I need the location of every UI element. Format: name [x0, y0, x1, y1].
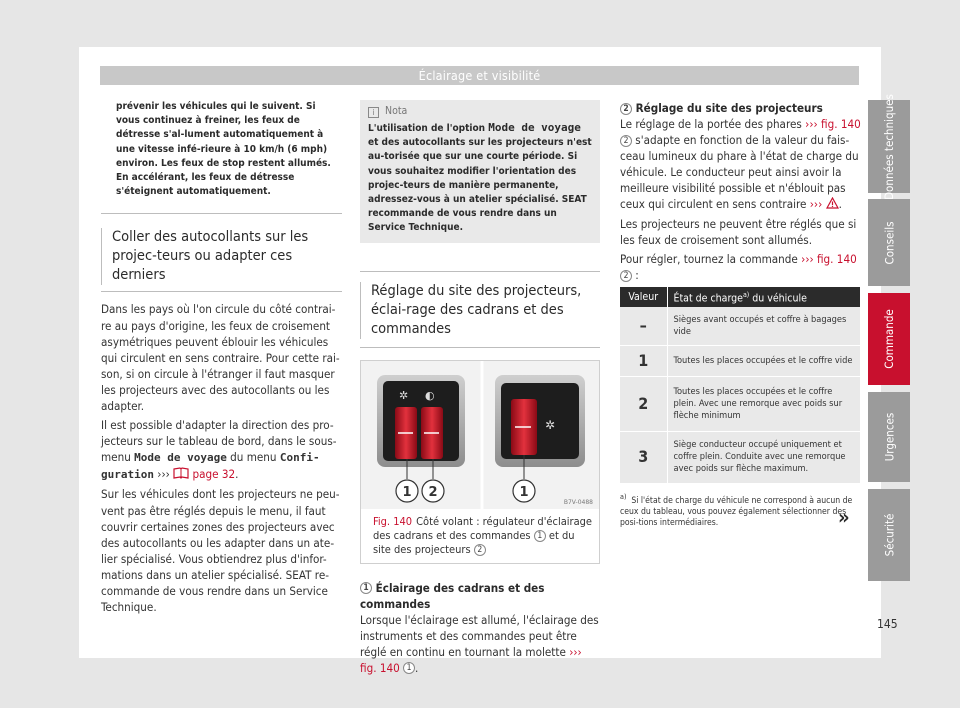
divider: [360, 347, 600, 348]
link-arrows[interactable]: ›››: [801, 252, 814, 267]
paragraph: Dans les pays où l'on circule du côté contrai-re au pays d'origine, les feux de croisement asymétriques peuvent éblouir les véhicules qui circulent en sens contraire. Pour cette rai-son, si on circule à l'étranger il faut masquer les projecteurs avec des autocollants ou les adapter.: [101, 302, 340, 413]
warning-icon[interactable]: [826, 197, 839, 213]
menu-name: Confi-guration: [101, 451, 320, 482]
tab-urgences[interactable]: Urgences: [868, 392, 910, 482]
ref-badge: 2: [620, 135, 632, 147]
ref-badge: 2: [620, 103, 632, 115]
callout-1-right: 1: [519, 484, 529, 500]
figure-caption: Fig. 140 Côté volant : régulateur d'éclairage des cadrans et des commandes 1 et du site des projecteurs 2: [373, 514, 593, 556]
svg-text:✲: ✲: [399, 388, 409, 402]
figure-140: [360, 360, 600, 564]
divider: [101, 291, 342, 292]
paragraph: Pour régler, tournez la commande ››› fig. 140 2 :: [620, 252, 857, 283]
column-left: [101, 100, 342, 618]
paragraph: Le réglage de la portée des phares ››› fig. 140 2 s'adapte en fonction de la valeur du fais-ceau lumineux du phare à l'état de charge du véhicule. Le conducteur peut ainsi avoir la meilleure visibilité possible et n'éblouit pas ceux qui circulent en sens contraire ››› .: [620, 117, 861, 212]
svg-text:◐: ◐: [425, 388, 435, 402]
paragraph: Sur les véhicules dont les projecteurs ne peu-vent pas être réglés depuis le menu, il faut couvrir certaines zones des projecteurs avec des autocollants ou les adapter dans un ate-lier spécialisé. Vous obtiendrez plus d'infor-mations dans un atelier spécialisé. SEAT re-commande de vous rendre dans un Service Technique.: [101, 487, 340, 615]
note-box: [360, 100, 600, 243]
subheading-2: 2 Réglage du site des projecteurs: [620, 100, 862, 116]
page-link[interactable]: page 32: [192, 467, 236, 482]
subheading-1: 1 Éclairage des cadrans et des commandes: [360, 580, 545, 611]
tab-commande[interactable]: Commande: [868, 293, 910, 385]
book-icon[interactable]: [173, 467, 189, 483]
figure-code: B7V-0488: [563, 498, 593, 506]
link-arrows[interactable]: ›››: [157, 467, 170, 482]
callout-2: 2: [428, 484, 438, 500]
table-row: 1 Toutes les places occupées et le coffre vide: [620, 345, 860, 376]
table-row: – Sièges avant occupés et coffre à bagages vide: [620, 307, 860, 345]
figure-number: Fig. 140: [373, 514, 413, 528]
paragraph: Lorsque l'éclairage est allumé, l'éclairage des instruments et des commandes peut être réglé en continu en tournant la molette ››› fig. 140 1 .: [360, 612, 599, 675]
ref-badge: 2: [620, 270, 632, 282]
paragraph-menu: Il est possible d'adapter la direction des pro-jecteurs sur le tableau de bord, dans le sous-menu Mode de voyage du menu Confi-guration ››› page 32.: [101, 418, 337, 482]
svg-text:✲: ✲: [545, 417, 556, 432]
ref-badge-2: 2: [474, 544, 486, 556]
table-header-state: État de charge$^{a)}$ du véhicule: [667, 287, 860, 307]
callout-1: 1: [402, 484, 412, 500]
menu-name: Mode de voyage: [134, 451, 227, 465]
next-page-icon[interactable]: »: [838, 505, 850, 529]
section-title-headlight: Réglage du site des projecteurs, éclai-rage des cadrans et des commandes: [360, 282, 600, 339]
intro-paragraph: prévenir les véhicules qui le suivent. Si vous continuez à freiner, les feux de détresse s'al-lument automatiquement à une vitesse infé-rieure à 10 km/h (6 mph) environ. Les feux de stop restent allumés. En accélérant, les feux de détresse s'éteignent automatiquement.: [116, 101, 331, 198]
tab-conseils[interactable]: Conseils: [868, 199, 910, 286]
page-number: 145: [877, 617, 898, 631]
ref-badge-1: 1: [534, 530, 546, 542]
note-text: L'utilisation de l'option Mode de voyage et des autocollants sur les projecteurs n'est au-torisée que sur une courte période. Si vous souhaitez modifier l'orientation des projec-teurs de manière permanente, adressez-vous à un atelier spécialisé. SEAT recommande de vous rendre dans un Service Technique.: [368, 121, 592, 234]
paragraph: Les projecteurs ne peuvent être réglés que si les feux de croisement sont allumés.: [620, 217, 857, 248]
footnote: $^{a)}$ Si l'état de charge du véhicule ne correspond à aucun de ceux du tableau, vous pouvez également sélectionner des posi-tions intermédiaires.: [620, 491, 853, 528]
table-row: 2 Toutes les places occupées et le coffre plein. Avec une remorque avec poids sur flèche minimum: [620, 376, 860, 431]
column-middle: [360, 100, 600, 679]
ref-badge: 1: [360, 582, 372, 594]
figure-illustration: [361, 361, 599, 509]
link-arrows[interactable]: ›››: [569, 644, 582, 659]
column-right: [620, 100, 862, 529]
figure-link[interactable]: fig. 140: [821, 117, 861, 131]
section-title-stickers: Coller des autocollants sur les projec-teurs ou adapter ces derniers: [101, 228, 342, 285]
table-header-value: Valeur: [620, 287, 667, 307]
divider: [101, 213, 342, 214]
ref-badge: 1: [403, 662, 415, 674]
tab-securite[interactable]: Sécurité: [868, 489, 910, 581]
figure-link[interactable]: fig. 140: [816, 252, 857, 267]
tab-donnees-techniques[interactable]: Données techniques: [868, 100, 910, 193]
figure-link[interactable]: fig. 140: [360, 660, 400, 675]
link-arrows[interactable]: ›››: [805, 117, 818, 131]
info-icon: i: [368, 107, 379, 118]
note-header: i Nota: [368, 104, 592, 118]
load-state-table: [620, 287, 860, 484]
page-header: Éclairage et visibilité: [100, 66, 859, 85]
table-row: 3 Siège conducteur occupé uniquement et coffre plein. Conduite avec une remorque avec poids sur flèche maximum.: [620, 431, 860, 483]
